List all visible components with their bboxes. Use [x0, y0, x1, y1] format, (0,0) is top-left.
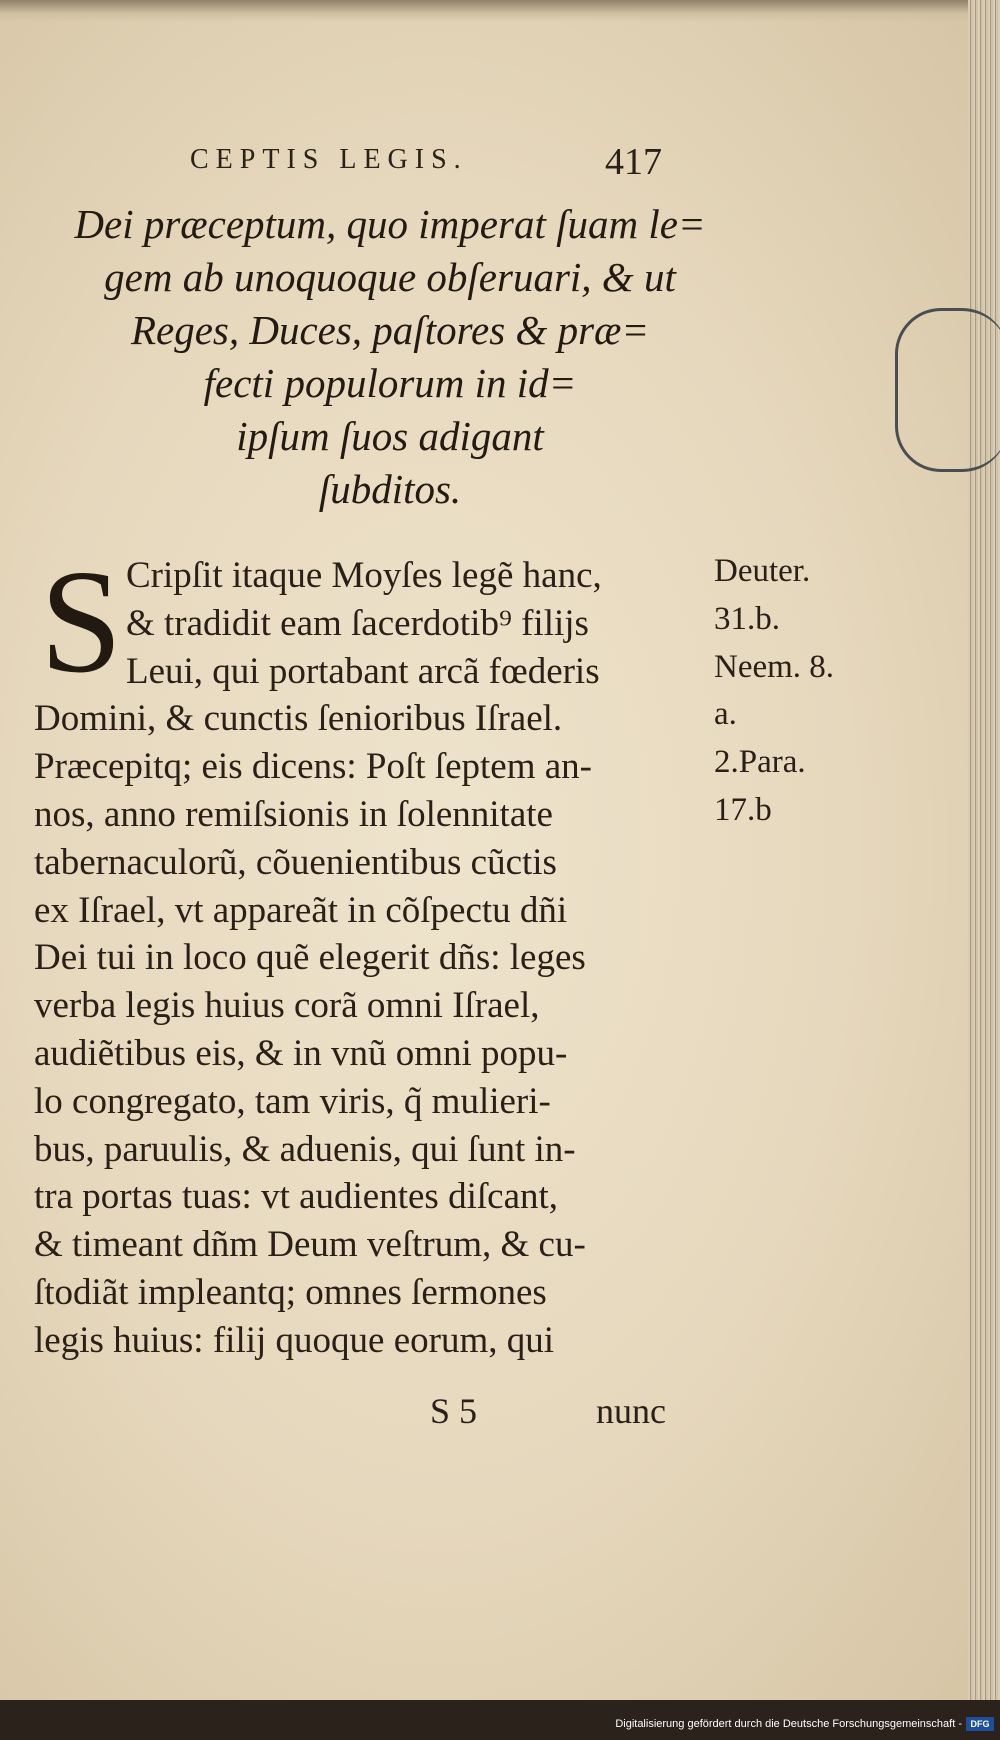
- margin-notes: [714, 548, 864, 835]
- text-line: lo congregato, tam viris, q̃ mulieri-: [34, 1080, 551, 1122]
- page-clip: [895, 308, 1000, 472]
- heading-line: gem ab unoquoque obſeruari, & ut: [104, 254, 676, 300]
- heading-line: ipſum ſuos adigant: [236, 413, 544, 459]
- margin-note: 17.b: [714, 791, 772, 828]
- margin-note: Neem. 8.: [714, 648, 835, 685]
- text-line: legis huius: filij quoque eorum, qui: [34, 1319, 555, 1361]
- running-head: [190, 140, 710, 190]
- text-line: & timeant dñm Deum veſtrum, & cu-: [34, 1224, 586, 1266]
- margin-note: Deuter.: [714, 553, 811, 589]
- running-title: CEPTIS LEGIS.: [190, 144, 468, 175]
- page-edges: [968, 0, 1000, 1700]
- margin-note: a.: [714, 696, 737, 733]
- section-heading: [40, 198, 740, 516]
- text-line: Domini, & cunctis ſenioribus Iſrael.: [34, 698, 563, 740]
- text-line: & tradidit eam ſacerdotib⁹ filijs: [126, 602, 589, 644]
- catchword: nunc: [596, 1391, 666, 1431]
- text-line: Præcepitq; eis dicens: Poſt ſeptem an-: [34, 746, 592, 788]
- text-line: verba legis huius corã omni Iſrael,: [34, 985, 540, 1027]
- text-line: Leui, qui portabant arcã fœderis: [126, 650, 600, 692]
- text-line: nos, anno remiſsionis in ſolennitate: [34, 793, 553, 835]
- text-line: ex Iſrael, vt appareãt in cõſpectu dñi: [34, 889, 568, 931]
- signature-mark: S 5: [430, 1391, 478, 1431]
- page-top-shadow: [0, 0, 968, 22]
- margin-note: 31.b.: [714, 600, 780, 637]
- text-line: ſtodiãt impleantq; omnes ſermones: [34, 1271, 547, 1313]
- margin-note: 2.Para.: [714, 744, 806, 781]
- drop-capital: S: [40, 540, 123, 704]
- dfg-logo: DFG: [966, 1717, 994, 1731]
- text-line: tabernaculorũ, cõuenientibus cũctis: [34, 841, 557, 883]
- heading-line: fecti populorum in id=: [203, 360, 577, 406]
- body-text: [34, 552, 724, 1365]
- heading-line: ſubditos.: [318, 466, 462, 512]
- text-line: audiẽtibus eis, & in vnũ omni popu-: [34, 1032, 568, 1074]
- text-line: Dei tui in loco quẽ elegerit dñs: leges: [34, 937, 586, 979]
- heading-line: Dei præceptum, quo imperat ſuam le=: [74, 201, 706, 247]
- text-line: tra portas tuas: vt audientes diſcant,: [34, 1176, 559, 1218]
- text-line: bus, paruulis, & aduenis, qui ſunt in-: [34, 1128, 576, 1170]
- text-line: Cripſit itaque Moyſes legẽ hanc,: [126, 555, 602, 596]
- funding-credit: Digitalisierung gefördert durch die Deutsche Forschungsgemeinschaft -: [615, 1718, 962, 1730]
- page-number: 417: [605, 141, 662, 183]
- heading-line: Reges, Duces, paſtores & præ=: [130, 307, 650, 353]
